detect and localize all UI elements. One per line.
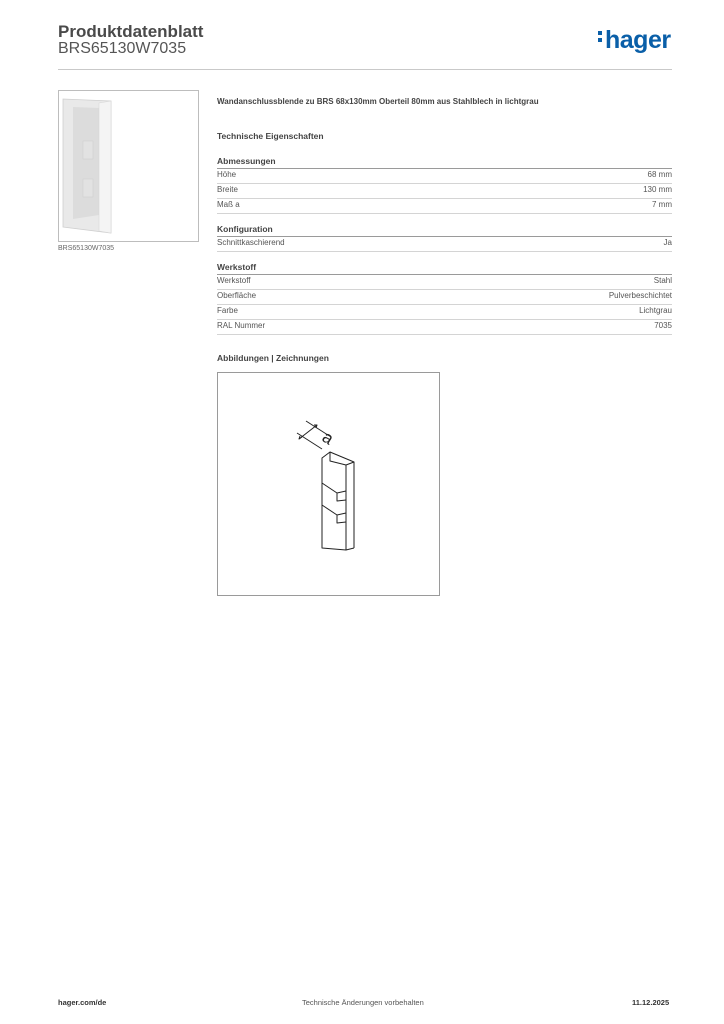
spec-label: Maß a	[217, 200, 240, 209]
header-divider	[58, 69, 672, 70]
spec-label: Breite	[217, 185, 238, 194]
spec-label: Farbe	[217, 306, 238, 315]
spec-row	[217, 184, 672, 199]
spec-value: Pulverbeschichtet	[608, 291, 672, 300]
product-description: Wandanschlussblende zu BRS 68x130mm Oberteil 80mm aus Stahlblech in lichtgrau	[217, 97, 539, 106]
group-title-dimensions: Abmessungen	[217, 156, 276, 166]
spec-label: Oberfläche	[217, 291, 257, 300]
dimension-label: a	[318, 427, 337, 449]
spec-label: Werkstoff	[217, 276, 251, 285]
spec-label: Höhe	[217, 170, 237, 179]
page-title: Produktdatenblatt	[58, 22, 204, 41]
product-image	[58, 90, 199, 242]
footer-date: 11.12.2025	[632, 998, 670, 1007]
technical-drawing	[217, 372, 440, 596]
spec-row	[217, 199, 672, 214]
drawings-heading: Abbildungen | Zeichnungen	[217, 353, 329, 363]
specs-heading: Technische Eigenschaften	[217, 131, 324, 141]
group-title-material: Werkstoff	[217, 262, 257, 272]
product-photo-icon	[59, 91, 198, 241]
spec-value: Lichtgrau	[639, 306, 672, 315]
spec-value: Ja	[663, 238, 672, 247]
spec-row	[217, 290, 672, 305]
technical-drawing-icon	[218, 373, 439, 595]
spec-label: Schnittkaschierend	[217, 238, 285, 247]
logo-dots-icon	[598, 28, 603, 45]
group-title-configuration: Konfiguration	[217, 224, 273, 234]
article-number: BRS65130W7035	[58, 40, 187, 57]
spec-value: 130 mm	[643, 185, 672, 194]
spec-value: Stahl	[653, 276, 672, 285]
spec-value: 7 mm	[652, 200, 672, 209]
spec-row	[217, 275, 672, 290]
hager-logo	[598, 26, 671, 55]
spec-label: RAL Nummer	[217, 321, 266, 330]
spec-row	[217, 320, 672, 335]
footer-notice: Technische Änderungen vorbehalten	[302, 998, 424, 1007]
spec-value: 68 mm	[647, 170, 672, 179]
spec-row	[217, 237, 672, 252]
spec-value: 7035	[654, 321, 672, 330]
product-image-caption: BRS65130W7035	[58, 245, 115, 252]
footer-website: hager.com/de	[58, 998, 107, 1007]
spec-row	[217, 305, 672, 320]
spec-row	[217, 169, 672, 184]
logo-text: hager	[605, 26, 671, 54]
